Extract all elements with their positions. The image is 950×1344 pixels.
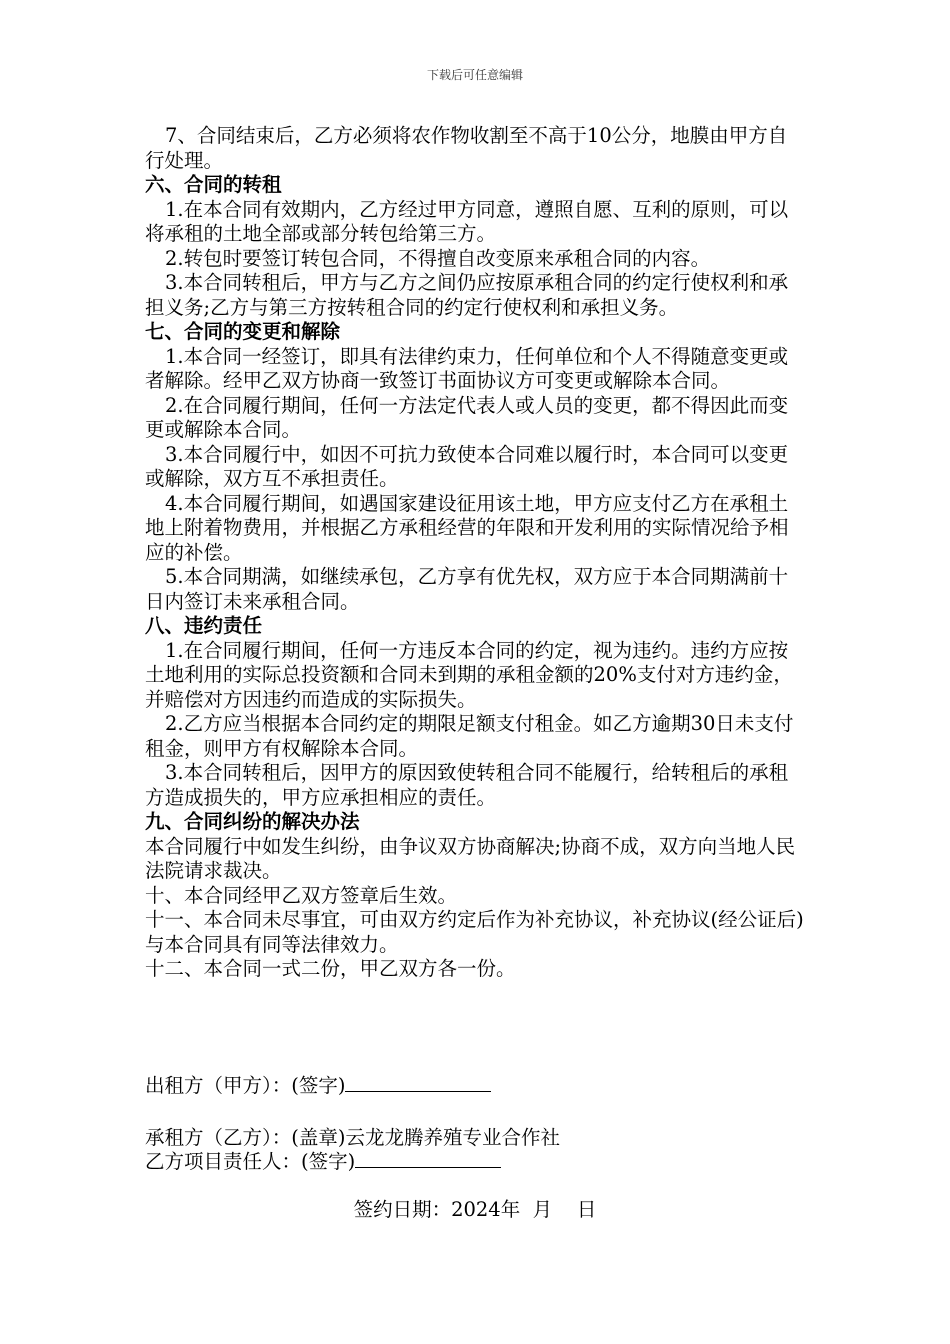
section-7-item: 4.本合同履行期间，如遇国家建设征用该土地，甲方应支付乙方在承租土地上附着物费用，并根据乙方承租经营的年限和开发利用的实际情况给予相应的补偿。 [145,491,789,564]
section-8-item: 3.本合同转租后，因甲方的原因致使转租合同不能履行，给转租后的承租方造成损失的，甲方应承担相应的责任。 [145,761,789,809]
signing-date: 签约日期：2024年 月 日 [353,1198,597,1221]
responsible-signature-line [355,1149,501,1168]
section-9-title: 九、合同纠纷的解决办法 [145,810,360,833]
lessor-signature [145,1070,491,1098]
section-6-item: 3.本合同转租后，甲方与乙方之间仍应按原承租合同的约定行使权利和承担义务;乙方与第三方按转租合同的约定行使权利和承担义务。 [145,271,789,319]
section-7-item: 1.本合同一经签订，即具有法律约束力，任何单位和个人不得随意变更或者解除。经甲乙双方协商一致签订书面协议方可变更或解除本合同。 [145,344,789,392]
clause-7: 7、合同结束后，乙方必须将农作物收割至不高于10公分，地膜由甲方自行处理。 [145,124,788,172]
section-6-item: 1.在本合同有效期内，乙方经过甲方同意，遵照自愿、互利的原则，可以将承租的土地全部或部分转包给第三方。 [145,197,789,245]
section-8-item: 2.乙方应当根据本合同约定的期限足额支付租金。如乙方逾期30日未支付租金，则甲方有权解除本合同。 [145,712,794,760]
page-header: 下载后可任意编辑 [426,68,523,82]
section-7-title: 七、合同的变更和解除 [145,320,341,343]
section-12: 十二、本合同一式二份，甲乙双方各一份。 [145,957,516,980]
section-11: 十一、本合同未尽事宜，可由双方约定后作为补充协议，补充协议(经公证后)与本合同具有同等法律效力。 [145,908,804,956]
section-9-text: 本合同履行中如发生纠纷，由争议双方协商解决;协商不成，双方向当地人民法院请求裁决。 [145,834,796,882]
section-7-item: 2.在合同履行期间，任何一方法定代表人或人员的变更，都不得因此而变更或解除本合同。 [145,393,789,441]
section-8-title: 八、违约责任 [145,614,263,637]
responsible-label: 乙方项目责任人：(签字) [145,1150,356,1173]
responsible-signature [145,1146,501,1174]
section-6-item: 2.转包时要签订转包合同，不得擅自改变原来承租合同的内容。 [165,246,711,270]
section-10: 十、本合同经甲乙双方签章后生效。 [145,883,458,907]
section-7-item: 3.本合同履行中，如因不可抗力致使本合同难以履行时，本合同可以变更或解除，双方互不承担责任。 [145,442,789,490]
section-8-item: 1.在合同履行期间，任何一方违反本合同的约定，视为违约。违约方应按土地利用的实际总投资额和合同未到期的承租金额的20%支付对方违约金，并赔偿对方因违约而造成的实际损失。 [145,638,793,711]
lessor-label: 出租方（甲方）：(签字) [145,1074,346,1097]
lessor-signature-line [345,1073,491,1092]
lessee-label: 承租方（乙方）：(盖章)云龙龙腾养殖专业合作社 [145,1126,560,1149]
section-7-item: 5.本合同期满，如继续承包，乙方享有优先权，双方应于本合同期满前十日内签订未来承租合同。 [145,565,789,613]
section-6-title: 六、合同的转租 [145,173,282,196]
contract-body [145,124,805,982]
